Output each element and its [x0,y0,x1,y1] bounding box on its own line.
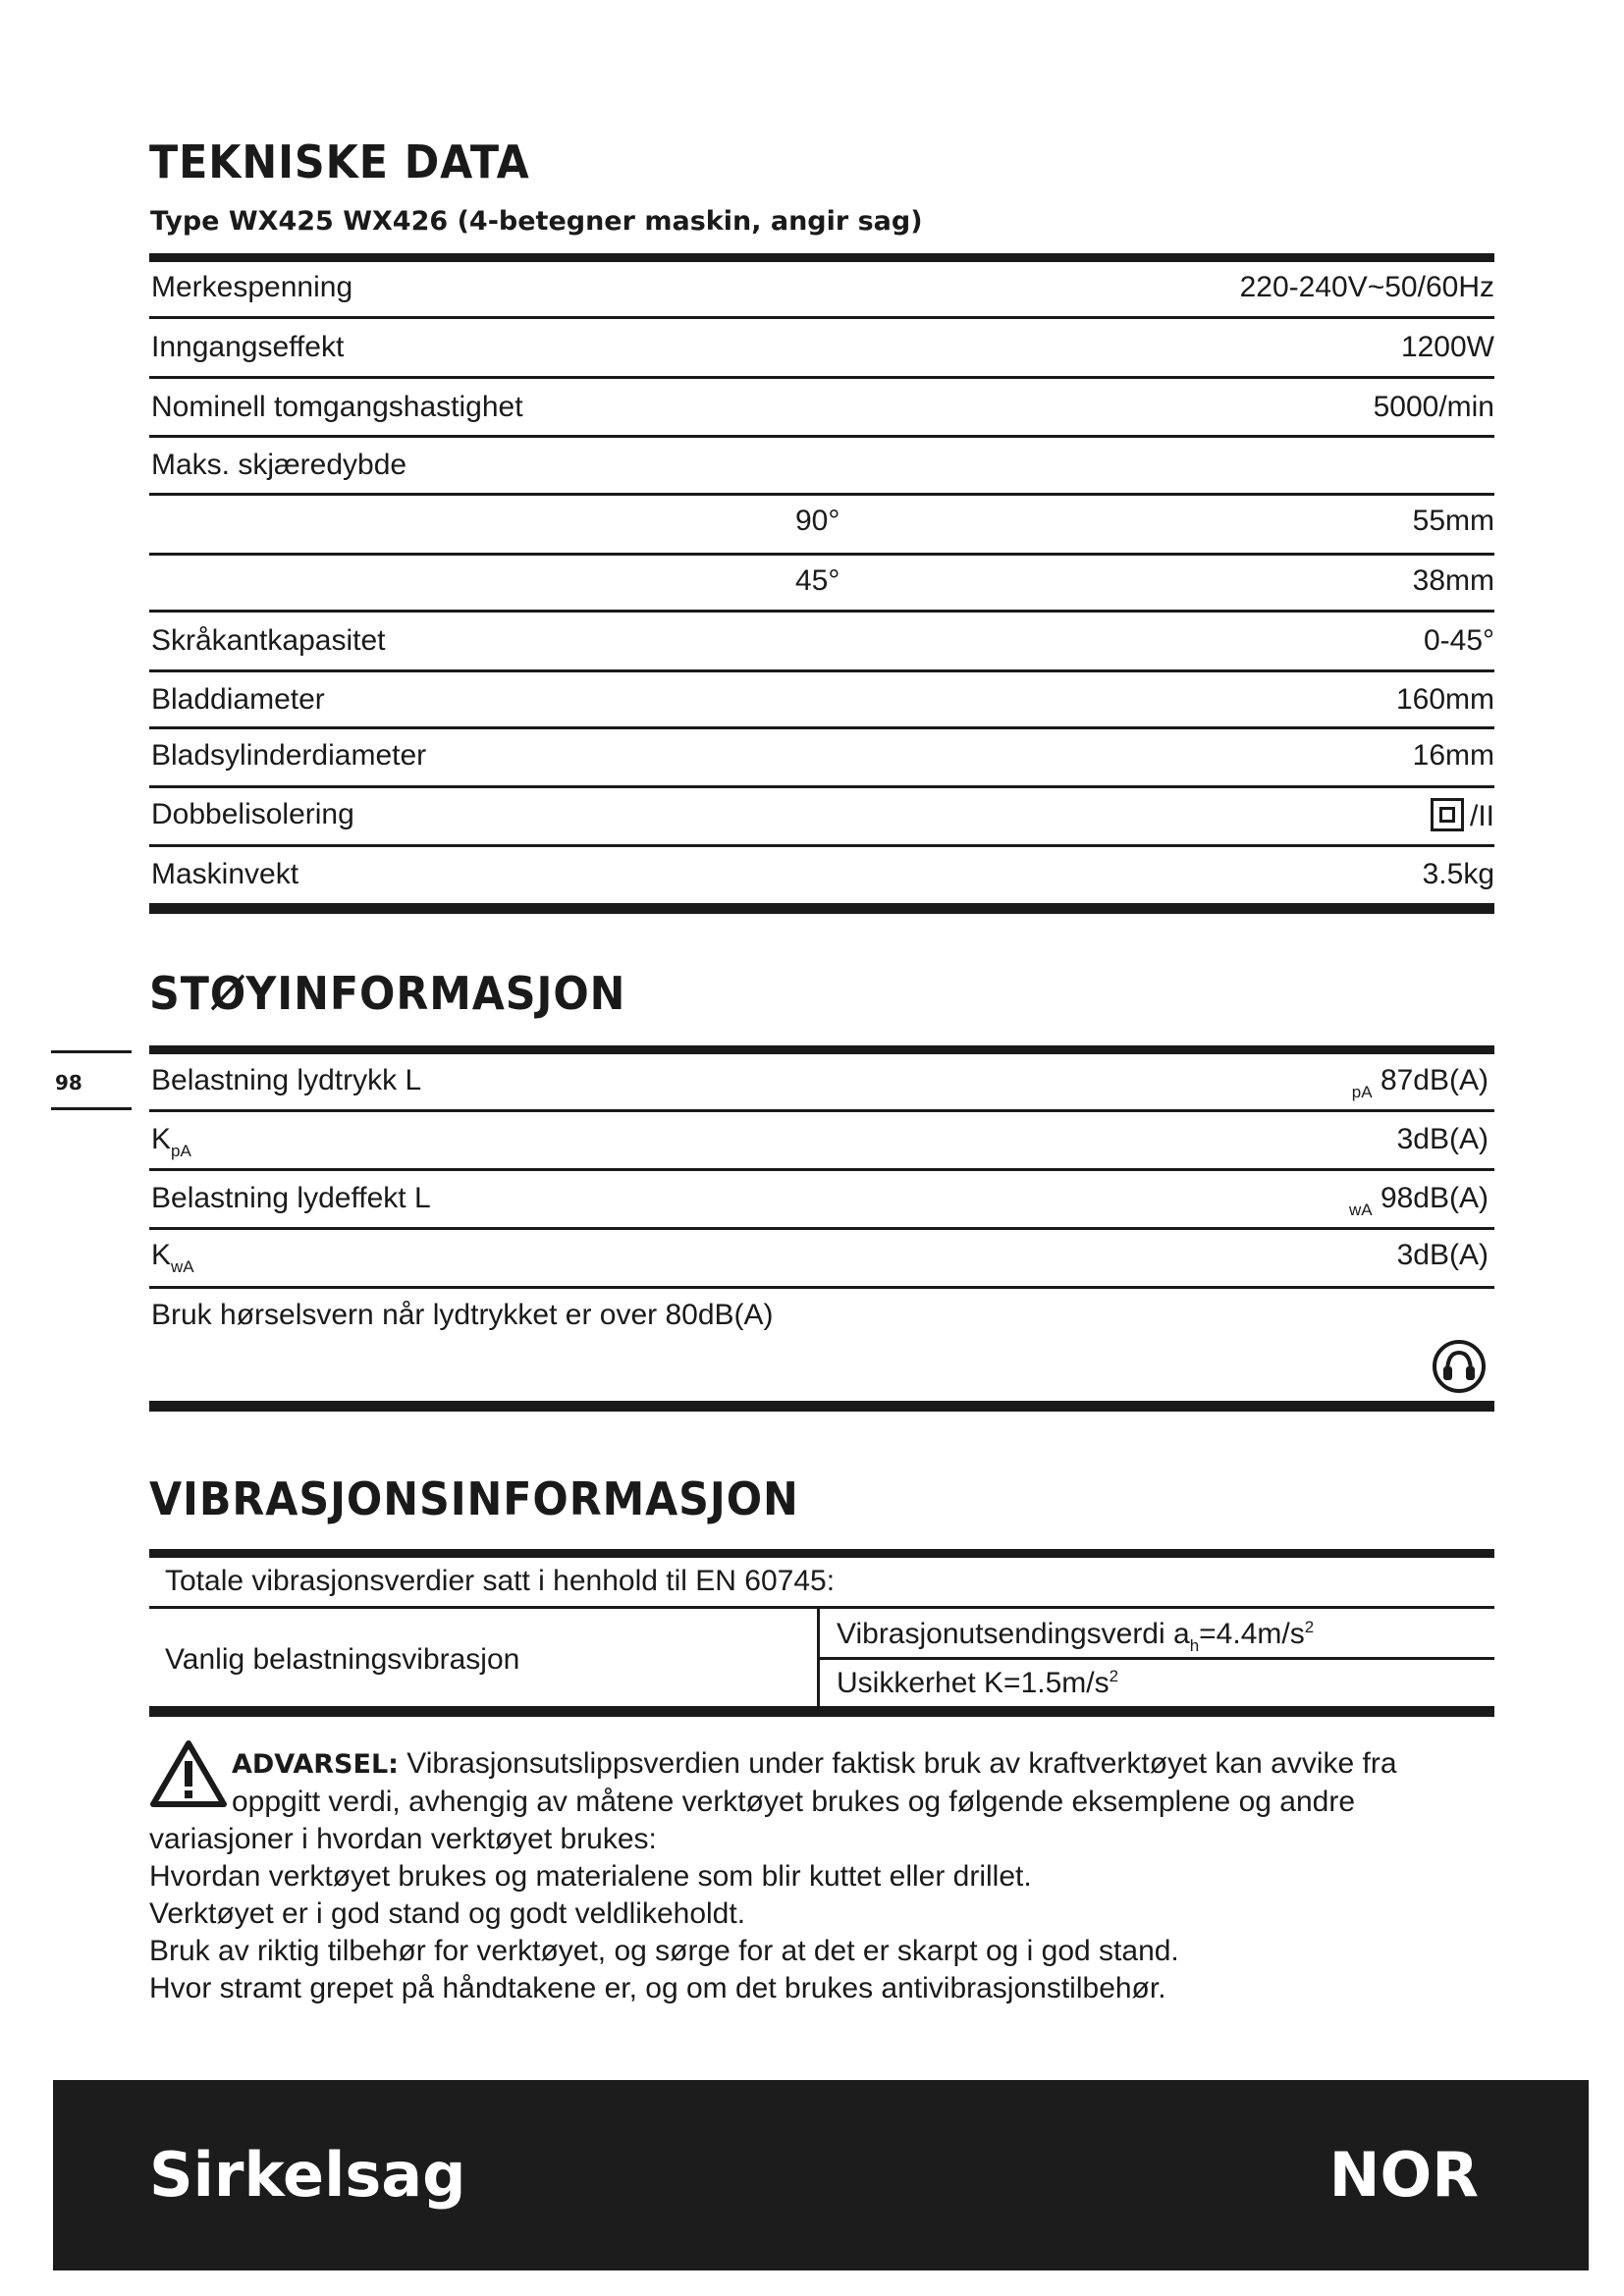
row-label [151,1239,194,1277]
row-label: Belastning lydtrykk L [151,1064,422,1096]
row-label: Maskinvekt [151,858,299,890]
row-label: Maks. skjæredybde [151,449,407,481]
value-text: 98dB(A) [1380,1182,1489,1214]
divider [149,1549,1494,1558]
divider [149,1606,1494,1609]
row-value [1352,1064,1489,1102]
table-row [149,1174,1494,1231]
table-row [149,675,1494,732]
table-row [149,557,1494,614]
insulation-class: /II [1469,800,1494,832]
warning-line: variasjoner i hvordan verktøyet brukes: [149,1823,657,1855]
tech-subtitle: Type WX425 WX426 (4-betegner maskin, angir sag) [150,206,923,237]
row-angle: 45° [795,564,840,597]
divider [149,1227,1494,1230]
divider [149,844,1494,847]
row-value: 160mm [1395,683,1494,716]
table-row [149,616,1494,673]
divider [149,493,1494,496]
table-row [149,1115,1494,1172]
table-row [149,850,1494,907]
divider [51,1050,132,1053]
list-item: Verktøyet er i god stand og godt veldlikeholdt. [149,1897,746,1930]
row-label: Bladsylinderdiameter [151,739,427,772]
table-row [149,790,1494,847]
divider [149,1706,1494,1717]
row-label: Merkespenning [151,271,353,303]
warning-block [149,1745,1494,2007]
table-row [149,323,1494,380]
divider [149,376,1494,379]
uncertainty-text: Usikkerhet K=1.5m/s [837,1667,1110,1699]
row-label: Dobbelisolering [151,798,354,830]
emission-label: Vibrasjonutsendingsverdi a [837,1618,1190,1650]
table-row [149,383,1494,440]
row-angle: 90° [795,505,840,537]
row-value: 3.5kg [1422,858,1494,890]
divider [149,669,1494,672]
warning-line: oppgitt verdi, avhengig av måtene verktøyet brukes og følgende eksemplene og andre [232,1786,1356,1818]
divider [149,253,1494,262]
divider [149,610,1494,613]
warning-text: Vibrasjonsutslippsverdien under faktisk bruk av kraftverktøyet kan avvike fra [398,1747,1397,1780]
row-label: Skråkantkapasitet [151,624,386,657]
divider [819,1657,1494,1660]
divider [149,1109,1494,1112]
row-value: 0-45° [1423,624,1494,657]
warning-label: ADVARSEL: [232,1749,399,1780]
label-subscript: pA [171,1142,191,1160]
vibration-type: Vanlig belastningsvibrasjon [165,1643,520,1676]
table-row [149,731,1494,788]
row-value: 38mm [1412,564,1494,597]
row-value [1431,798,1494,833]
row-value: 220-240V~50/60Hz [1239,271,1494,303]
footer-bar [53,2080,1589,2270]
value-subscript: wA [1348,1201,1373,1219]
list-item: Bruk av riktig tilbehør for verktøyet, og sørge for at det er skarpt og i god stand. [149,1935,1179,1967]
uncertainty-value [837,1667,1118,1700]
emission-value [837,1618,1314,1656]
row-value [1349,1182,1489,1220]
uncertainty-superscript: 2 [1109,1667,1119,1685]
row-label: Bladdiameter [151,683,325,716]
hearing-text: Bruk hørselsvern når lydtrykket er over 80dB(A) [151,1299,774,1331]
list-item: Hvordan verktøyet brukes og materialene som blir kuttet eller drillet. [149,1860,1032,1893]
footer-product-name: Sirkelsag [149,2139,466,2211]
footer-language: NOR [1328,2139,1479,2211]
double-insulation-icon [1431,798,1464,831]
row-label: Nominell tomgangshastighet [151,391,523,423]
divider [149,1168,1494,1171]
divider [149,1401,1494,1412]
hearing-row [149,1291,1494,1348]
divider [149,785,1494,788]
divider [149,1286,1494,1289]
row-value: 1200W [1400,331,1494,363]
warning-line [149,1745,1494,1784]
emission-number: =4.4m/s [1199,1618,1305,1650]
row-value: 16mm [1412,739,1494,772]
divider [149,316,1494,319]
list-item: Hvor stramt grepet på håndtakene er, og om det brukes antivibrasjonstilbehør. [149,1972,1166,2004]
label-subscript: wA [171,1257,194,1276]
row-value: 5000/min [1373,391,1494,423]
value-text: 87dB(A) [1380,1064,1489,1096]
vibration-title: VIBRASJONSINFORMASJON [149,1472,799,1525]
divider [149,435,1494,438]
table-row [149,1231,1494,1288]
row-label [151,1123,191,1161]
emission-superscript: 2 [1304,1618,1315,1636]
divider [149,726,1494,729]
divider [149,903,1494,914]
emission-subscript: h [1189,1636,1200,1655]
table-row [149,497,1494,554]
divider [149,1045,1494,1054]
label-text: K [151,1123,172,1155]
row-value: 3dB(A) [1396,1123,1489,1155]
label-text: K [151,1239,172,1271]
row-label: Inngangseffekt [151,331,345,363]
table-row [149,441,1494,498]
vibration-header: Totale vibrasjonsverdier satt i henhold til EN 60745: [165,1565,836,1597]
page-number: 98 [55,1071,82,1095]
row-value: 55mm [1412,505,1494,537]
divider [149,553,1494,556]
table-row [149,263,1494,320]
row-label: Belastning lydeffekt L [151,1182,431,1214]
tech-title: TEKNISKE DATA [149,135,530,188]
noise-title: STØYINFORMASJON [149,967,626,1020]
value-subscript: pA [1351,1083,1373,1101]
row-value: 3dB(A) [1396,1239,1489,1271]
ear-protection-icon [1432,1339,1487,1394]
table-row [149,1056,1494,1113]
divider [51,1107,132,1110]
